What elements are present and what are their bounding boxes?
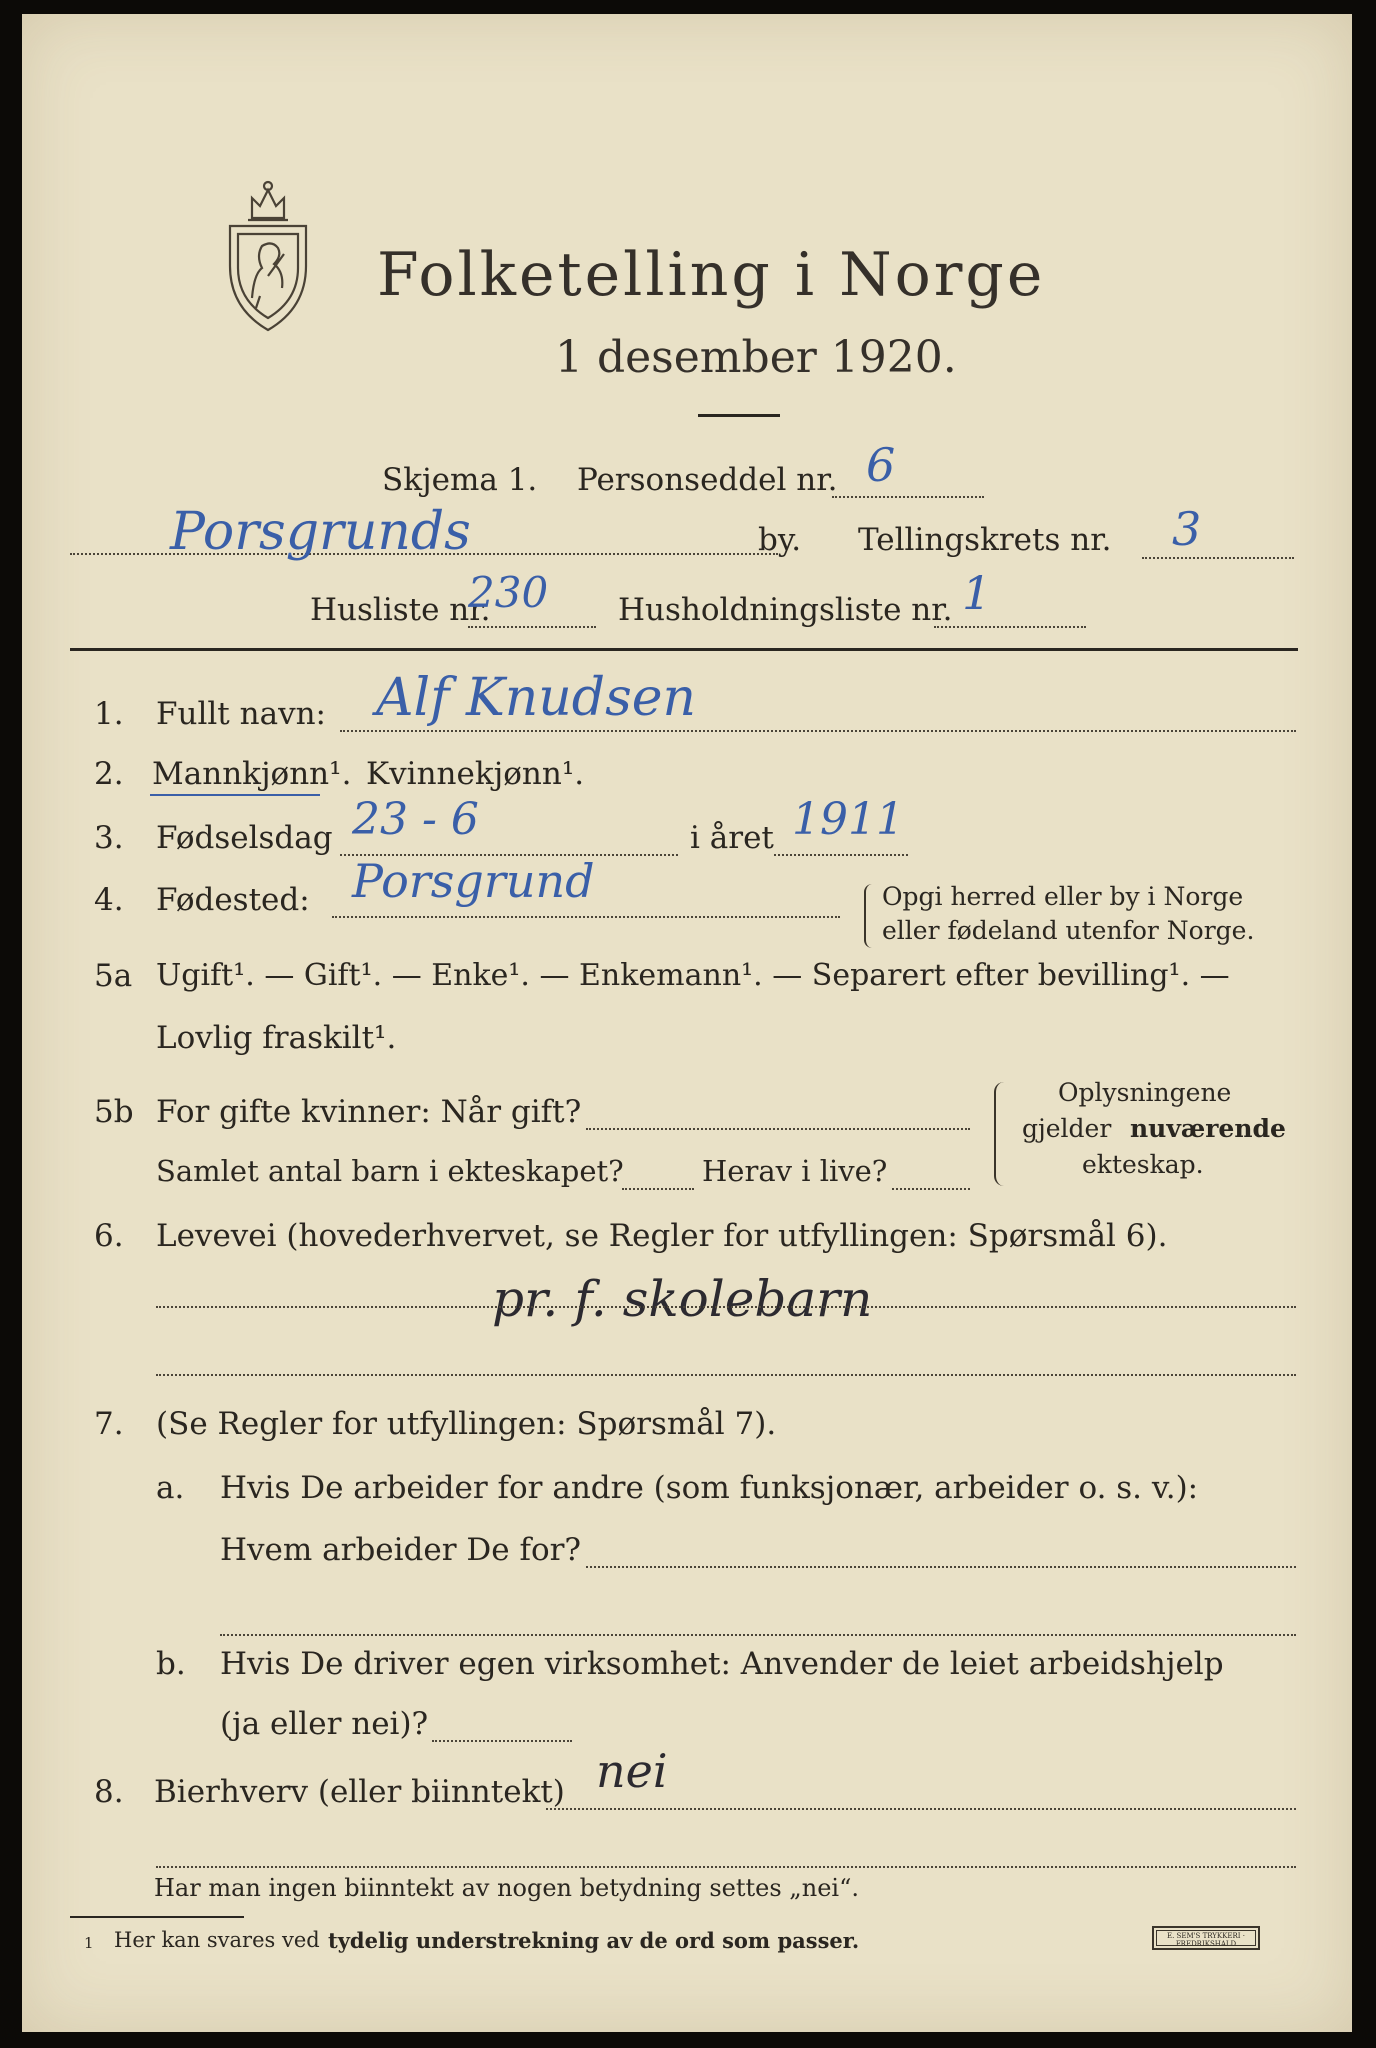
q5a-number: 5a [94,958,133,994]
sex-male-option[interactable]: Mannkjønn¹. [152,756,352,792]
tellingskrets-value[interactable]: 3 [1172,502,1202,556]
q3-number: 3. [94,820,124,856]
birth-year-value[interactable]: 1911 [792,794,904,845]
q4-note-brace [864,884,872,948]
q8-label: Bierhverv (eller biinntekt) [154,1774,565,1810]
marital-status-options[interactable]: Ugift¹. — Gift¹. — Enke¹. — Enkemann¹. — Separert efter bevilling¹. — [156,958,1230,993]
q4-number: 4. [94,882,124,918]
q5b-note-line3: ekteskap. [1082,1150,1204,1179]
q7a-letter: a. [156,1470,185,1506]
census-form-page [22,14,1352,2032]
q5b-number: 5b [94,1094,134,1130]
q8-line [546,1808,1296,1810]
husliste-label: Husliste nr. [310,592,491,628]
q5b-note-line1: Oplysningene [1058,1078,1232,1107]
birthplace-value[interactable]: Porsgrund [352,854,595,908]
q6-label: Levevei (hovederhvervet, se Regler for utfyllingen: Spørsmål 6). [156,1218,1168,1254]
schema-label: Skjema 1. [382,462,538,498]
footer-note: Har man ingen biinntekt av nogen betydning settes „nei“. [154,1874,859,1902]
q4-label: Fødested: [156,882,310,918]
q7a-employer-label: Hvem arbeider De for? [220,1532,582,1568]
printer-stamp-text: E. SEM'S TRYKKERI · FREDRIKSHALD [1167,1932,1245,1948]
q7a-extra-line [220,1634,1296,1636]
q4-note-line1: Opgi herred eller by i Norge [882,882,1244,911]
q5b-alive-label: Herav i live? [702,1154,888,1188]
q7b-yes-no-label: (ja eller nei)? [220,1706,429,1742]
q5b-married-when-line [586,1128,970,1130]
footnote-text-b: tydelig understrekning av de ord som passer. [328,1928,860,1953]
footnote-text-a: Her kan svares ved [114,1928,320,1952]
by-label: by. [758,522,802,558]
footnote-mark: 1 [84,1934,94,1952]
q5b-note-brace [994,1082,1004,1186]
q5b-note-line2a: gjelder [1022,1114,1112,1143]
personseddel-value[interactable]: 6 [866,438,896,492]
q5b-alive-line [892,1188,970,1190]
birthday-value[interactable]: 23 - 6 [352,794,479,845]
husliste-line [468,626,596,628]
q7-number: 7. [94,1406,124,1442]
side-income-value[interactable]: nei [596,1744,668,1798]
q7b-letter: b. [156,1646,186,1682]
husliste-value[interactable]: 230 [468,568,549,617]
header-rule [70,648,1298,651]
printer-stamp [1152,1926,1260,1950]
q1-line [340,730,1296,732]
q5b-note-line2b: nuværende [1130,1114,1286,1143]
occupation-value[interactable]: pr. f. skolebarn [492,1270,873,1328]
q7-label: (Se Regler for utfyllingen: Spørsmål 7). [156,1406,777,1442]
husholdning-label: Husholdningsliste nr. [618,592,953,628]
q4-note-line2: eller fødeland utenfor Norge. [882,916,1255,945]
q7a-line1: Hvis De arbeider for andre (som funksjonær, arbeider o. s. v.): [220,1470,1199,1506]
marital-status-divorced[interactable]: Lovlig fraskilt¹. [156,1020,397,1056]
form-title: Folketelling i Norge [377,240,1046,310]
husholdning-value[interactable]: 1 [962,566,992,620]
q6-line1 [156,1306,1296,1308]
husholdning-line [934,626,1086,628]
q3-label: Fødselsdag [156,820,333,856]
q6-line2 [156,1374,1296,1376]
q7b-line1: Hvis De driver egen virksomhet: Anvender de leiet arbeidshjelp [220,1646,1224,1682]
q8-number: 8. [94,1774,124,1810]
title-divider [698,414,780,417]
tellingskrets-line [1142,557,1294,559]
q7a-employer-line [586,1566,1296,1568]
q4-line [332,916,840,918]
q2-number: 2. [94,756,124,792]
footnote-rule [70,1916,244,1918]
q5b-children-label: Samlet antal barn i ekteskapet? [156,1154,624,1188]
q5b-married-when-label: For gifte kvinner: Når gift? [156,1094,582,1130]
census-date: 1 desember 1920. [555,332,957,383]
city-value[interactable]: Porsgrunds [170,502,471,562]
tellingskrets-label: Tellingskrets nr. [858,522,1112,558]
sex-male-underline [150,794,320,796]
personseddel-label: Personseddel nr. [577,462,838,498]
q6-number: 6. [94,1218,124,1254]
q5b-children-line [622,1188,694,1190]
full-name-value[interactable]: Alf Knudsen [376,668,697,728]
q8-extra-line [156,1866,1296,1868]
q1-label: Fullt navn: [156,696,326,732]
q1-number: 1. [94,696,124,732]
norway-coat-of-arms-icon [222,176,314,336]
q7b-yes-no-line [432,1740,572,1742]
personseddel-line [832,496,984,498]
q3-year-line [774,854,908,856]
sex-female-option[interactable]: Kvinnekjønn¹. [366,756,585,792]
q3-year-label: i året [690,820,774,856]
